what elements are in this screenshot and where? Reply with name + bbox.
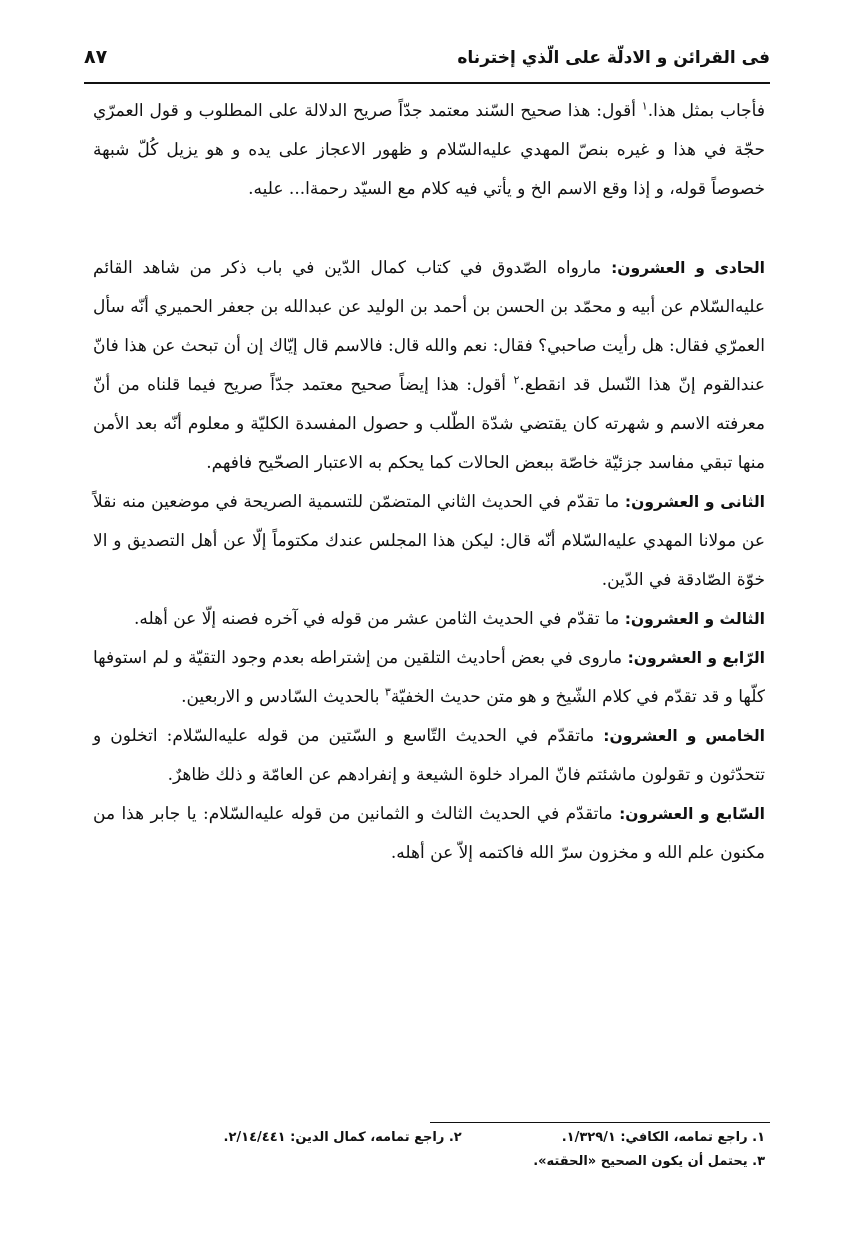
paragraph-24: [93, 639, 765, 717]
main-text: [93, 92, 765, 873]
footnote-3: ٣. يحتمل أن يكون الصحيح «الحقته».: [533, 1154, 765, 1169]
paragraph-lead: الثانى و العشرون:: [624, 493, 765, 511]
paragraph-text: ماتقدّم في الحديث الثالث و الثمانين من قوله عليه‌السّلام: يا جابر هذا من مكنون علم الله و مخزون سرّ الله فاكتمه إلاّ عن أهله.: [93, 804, 765, 863]
paragraph-27: [93, 795, 765, 873]
paragraph-lead: الثالث و العشرون:: [624, 610, 765, 628]
footnote-row: [150, 1150, 765, 1174]
footnote-1: ١. راجع تمامه، الكافي: ١/٣٢٩/١.: [561, 1130, 765, 1145]
footnotes: [150, 1126, 765, 1174]
paragraph-lead: الخامس و العشرون:: [603, 727, 765, 745]
paragraph-text: مارواه الصّدوق في كتاب كمال الدّين في باب ذكر من شاهد القائم عليه‌السّلام عن أبيه و محمّد بن الحسن بن أحمد بن الوليد عن عبدالله بن جعفر الحميري أنّه سأل العمرّي فقال: هل رأيت صاحبي؟ فقال: نعم والله قال: فالاسم قال إيّاك إن أن تبحث عن هذا فانّ عندالقوم إنّ هذا النّسل قد انقطع.: [93, 258, 765, 395]
paragraph-lead: الحادى و العشرون:: [611, 259, 765, 277]
paragraph-text: ما تقدّم في الحديث الثامن عشر من قوله في آخره فصنه إلّا عن أهله.: [134, 609, 625, 629]
footnote-ref: ١: [641, 99, 648, 113]
paragraph-text: ماتقدّم في الحديث التّاسع و السّتين من قوله عليه‌السّلام: اتخلون و تتحدّثون و تقولون ماشئتم فانّ المراد خلوة الشيعة و إنفرادهم عن العامّة و ذلك ظاهرٌ.: [93, 726, 765, 785]
paragraph-text-rest: أقول: هذا إيضاً صحيح معتمد جدّاً صريح فيما قلناه من أنّ معرفته الاسم و شهرته كان يقتضي شدّة الطّلب و حصول المفسدة الكليّة و معلوم أنّه بعد الأمن منها تبقي مفاسد جزئيّة خاصّة ببعض الحالات كما يحكم به الاعتبار الصحّيح فافهم.: [93, 375, 765, 473]
running-header-title: فى القرائن و الادلّة على الّذي إخترناه: [457, 48, 770, 68]
paragraph-lead: الرّابع و العشرون:: [627, 649, 765, 667]
paragraph-22: [93, 483, 765, 600]
footnote-row: [150, 1126, 765, 1150]
footnote-ref: ٢: [513, 373, 520, 387]
footnote-divider: [430, 1122, 770, 1123]
paragraph-25: [93, 717, 765, 795]
paragraph-21: [93, 249, 765, 483]
paragraph-continuation: [93, 92, 765, 209]
paragraph-23: [93, 600, 765, 639]
paragraph-text-rest: بالحديث السّادس و الاربعين.: [181, 687, 385, 707]
paragraph-text: ما تقدّم في الحديث الثاني المتضمّن للتسمية الصريحة في موضعين منه نقلاً عن مولانا المهدي عليه‌السّلام أنّه قال: ليكن هذا المجلس عندك مكتوماً إلّا عن أهل التصديق و الا خوّة الصّادقة في الدّين.: [93, 492, 765, 590]
paragraph-text: ماروى في بعض أحاديث التلقين من إشتراطه بعدم وجود التقيّة و لم استوفها كلّها و قد تقدّم في كلام الشّيخ و هو متن حديث الخفيّة: [93, 648, 765, 707]
running-header: [84, 40, 770, 80]
paragraph-text: فأجاب بمثل هذا.: [647, 101, 765, 121]
paragraph-lead: السّابع و العشرون:: [619, 805, 765, 823]
footnote-2: ٢. راجع تمامه، كمال الدين: ٢/١٤/٤٤١.: [223, 1130, 462, 1145]
header-divider: [84, 82, 770, 84]
page-number: ٨٧: [84, 46, 108, 68]
footnote-ref: ٣: [384, 685, 391, 699]
paragraph-text-rest: أقول: هذا صحيح السّند معتمد جدّاً صريح الدلالة على المطلوب و قول العمرّي حجّة في هذا و غيره بنصّ المهدي عليه‌السّلام و ظهور الاعجاز على يده و هو يزيل كُلّ شبهة خصوصاً قوله، و إذا وقع الاسم الخ و يأتي فيه كلام مع السيّد رحمةا... عليه.: [93, 101, 765, 199]
